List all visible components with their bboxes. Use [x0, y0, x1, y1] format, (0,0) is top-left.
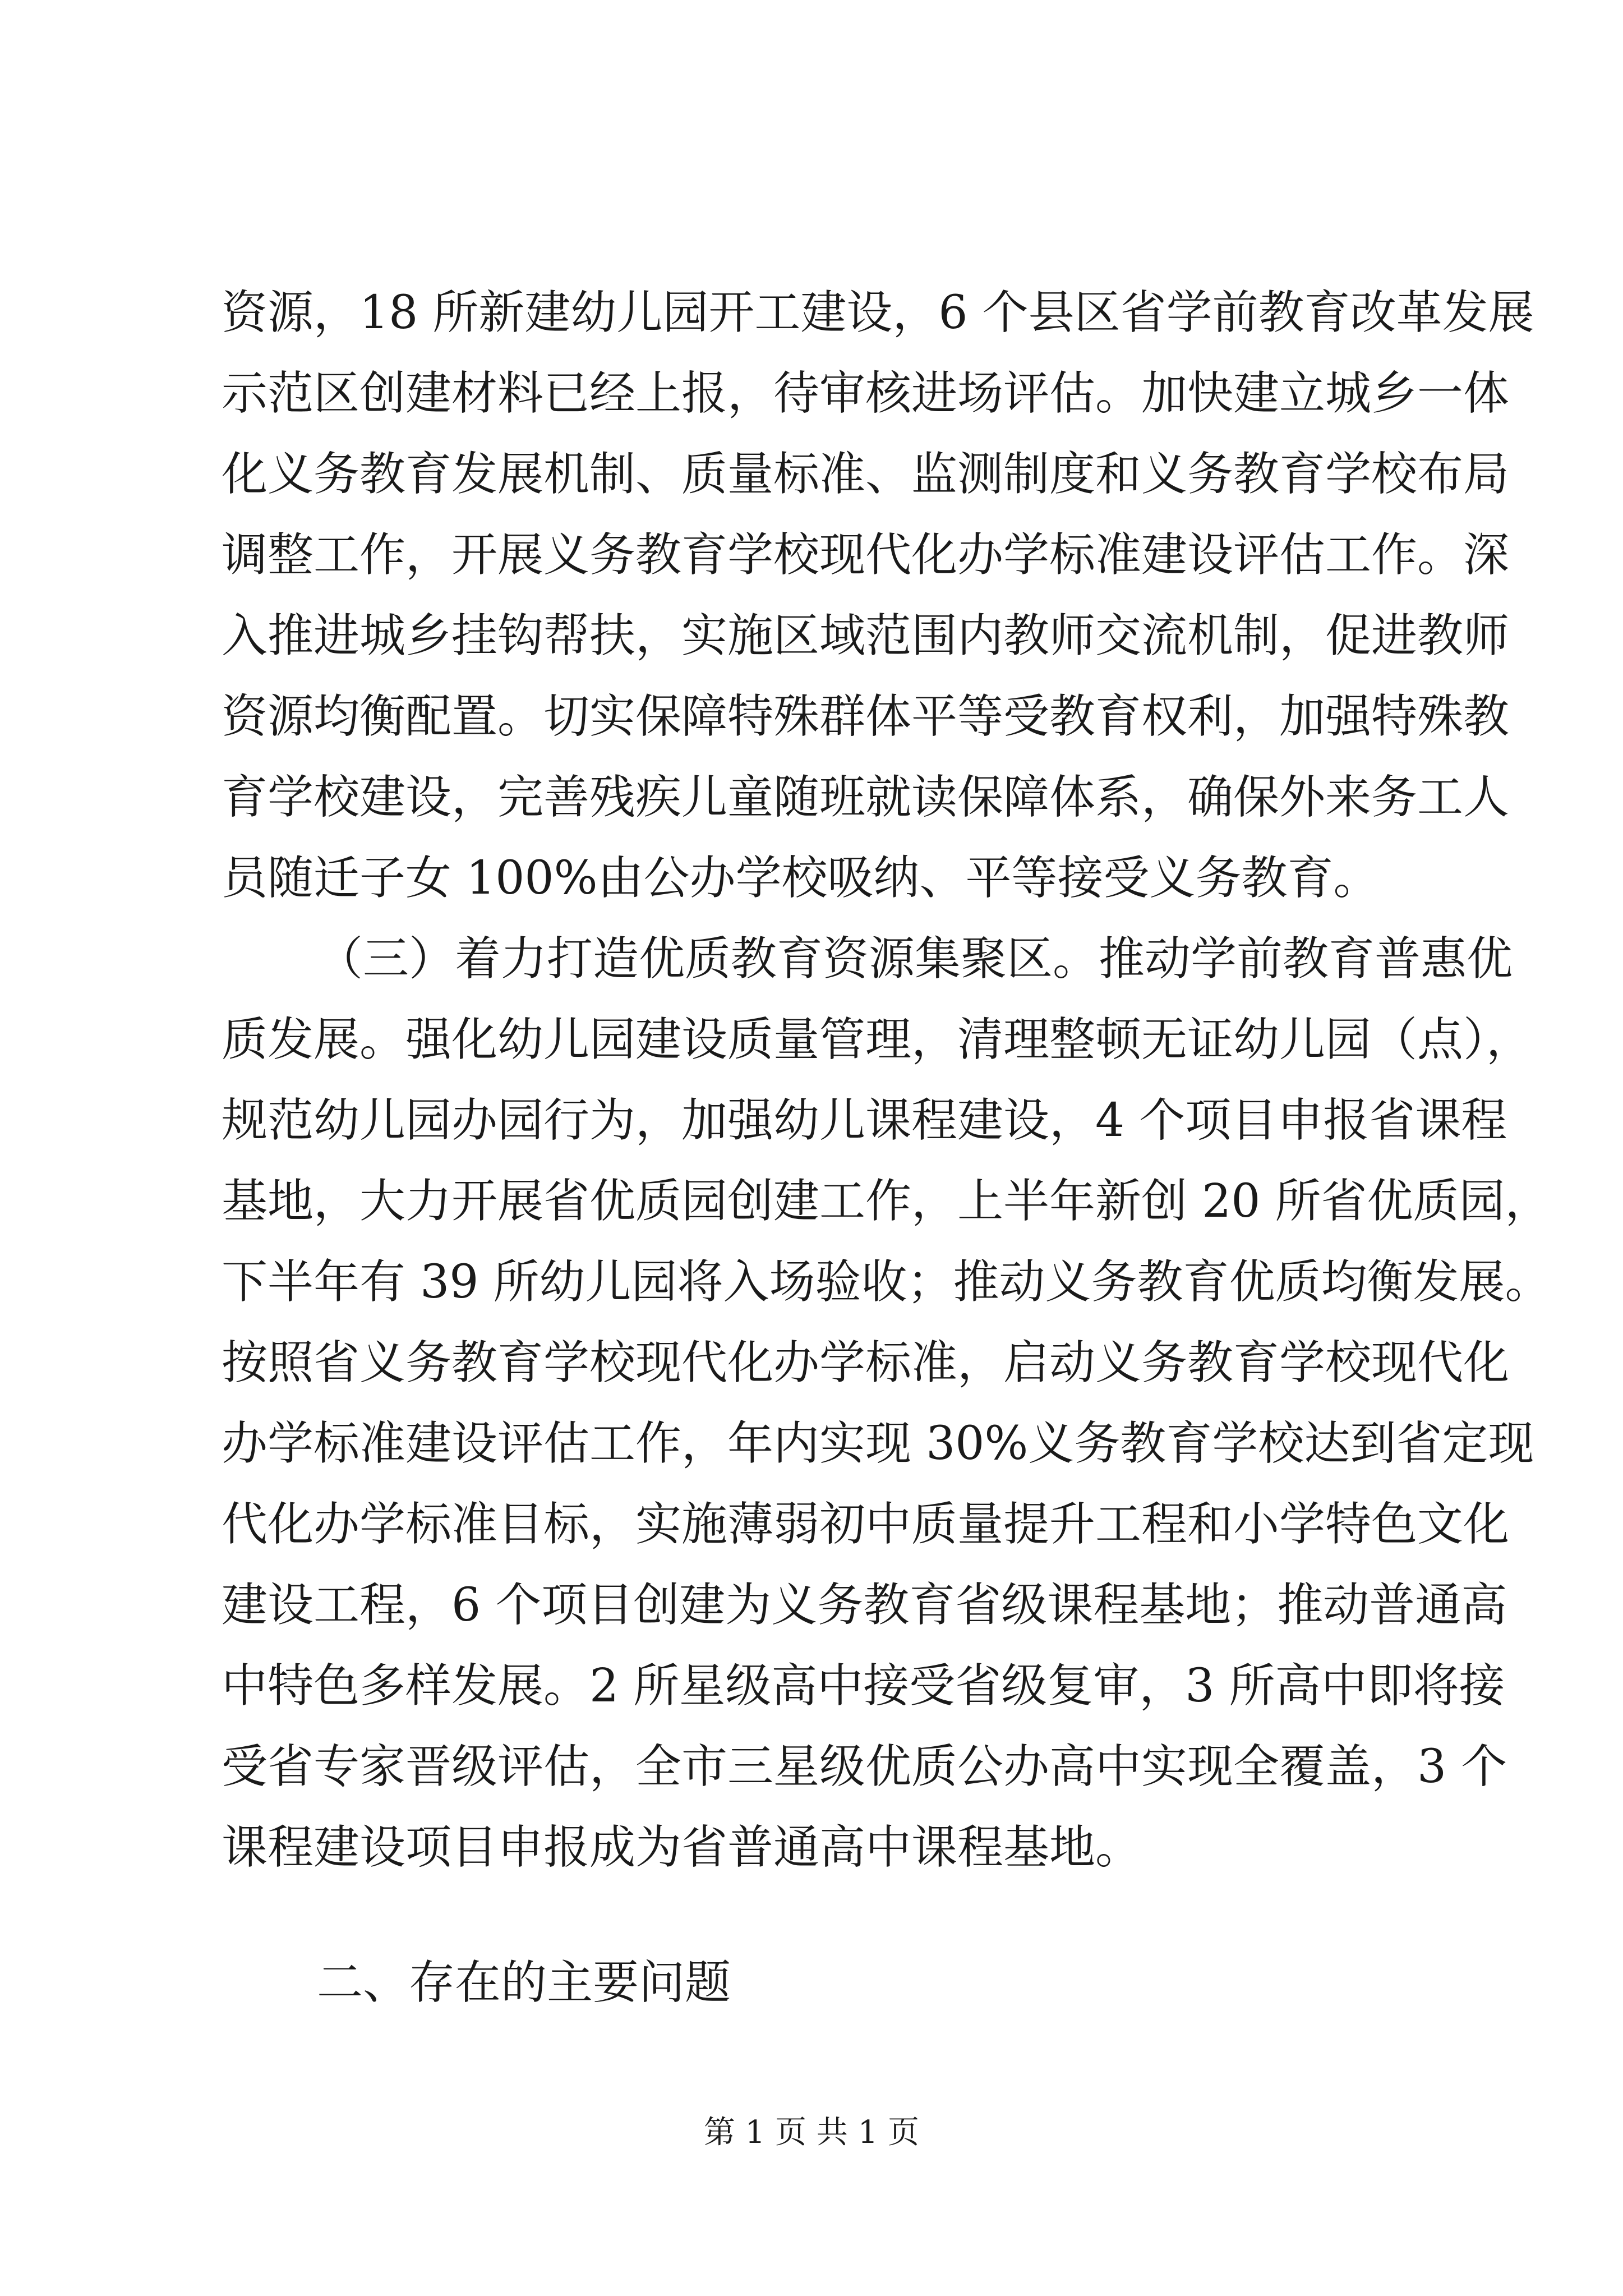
- text-line: 资源，18 所新建幼儿园开工建设，6 个县区省学前教育改革发展: [222, 286, 1534, 339]
- text-line: 下半年有 39 所幼儿园将入场验收；推动义务教育优质均衡发展。: [222, 1255, 1551, 1309]
- paragraph-start-line: （三）着力打造优质教育资源集聚区。推动学前教育普惠优: [317, 932, 1513, 986]
- text-line: 办学标准建设评估工作，年内实现 30%义务教育学校达到省定现: [222, 1417, 1534, 1470]
- text-line: 规范幼儿园办园行为，加强幼儿课程建设，4 个项目申报省课程: [222, 1094, 1507, 1147]
- text-line: 调整工作，开展义务教育学校现代化办学标准建设评估工作。深: [222, 528, 1510, 582]
- text-line: 基地，大力开展省优质园创建工作，上半年新创 20 所省优质园，: [222, 1175, 1551, 1228]
- text-line: 建设工程，6 个项目创建为义务教育省级课程基地；推动普通高: [222, 1579, 1507, 1632]
- text-line: 按照省义务教育学校现代化办学标准，启动义务教育学校现代化: [222, 1336, 1510, 1389]
- text-line: 课程建设项目申报成为省普通高中课程基地。: [222, 1821, 1142, 1874]
- text-line: 中特色多样发展。2 所星级高中接受省级复审，3 所高中即将接: [222, 1659, 1505, 1713]
- text-line: 育学校建设，完善残疾儿童随班就读保障体系，确保外来务工人: [222, 771, 1510, 824]
- text-line: 员随迁子女 100%由公办学校吸纳、平等接受义务教育。: [222, 852, 1380, 905]
- page-footer: 第 1 页 共 1 页: [703, 2114, 920, 2151]
- text-line: 示范区创建材料已经上报，待审核进场评估。加快建立城乡一体: [222, 367, 1510, 420]
- body-text: [222, 286, 1551, 1902]
- text-line: 化义务教育发展机制、质量标准、监测制度和义务教育学校布局: [222, 448, 1510, 501]
- text-line: 受省专家晋级评估，全市三星级优质公办高中实现全覆盖，3 个: [222, 1740, 1507, 1793]
- text-line: 资源均衡配置。切实保障特殊群体平等受教育权利，加强特殊教: [222, 690, 1510, 743]
- text-line: 代化办学标准目标，实施薄弱初中质量提升工程和小学特色文化: [222, 1498, 1510, 1551]
- section-heading: 二、存在的主要问题: [317, 1956, 731, 2009]
- text-line: 质发展。强化幼儿园建设质量管理，清理整顿无证幼儿园（点），: [222, 1013, 1533, 1066]
- text-line: 入推进城乡挂钩帮扶，实施区域范围内教师交流机制，促进教师: [222, 609, 1510, 662]
